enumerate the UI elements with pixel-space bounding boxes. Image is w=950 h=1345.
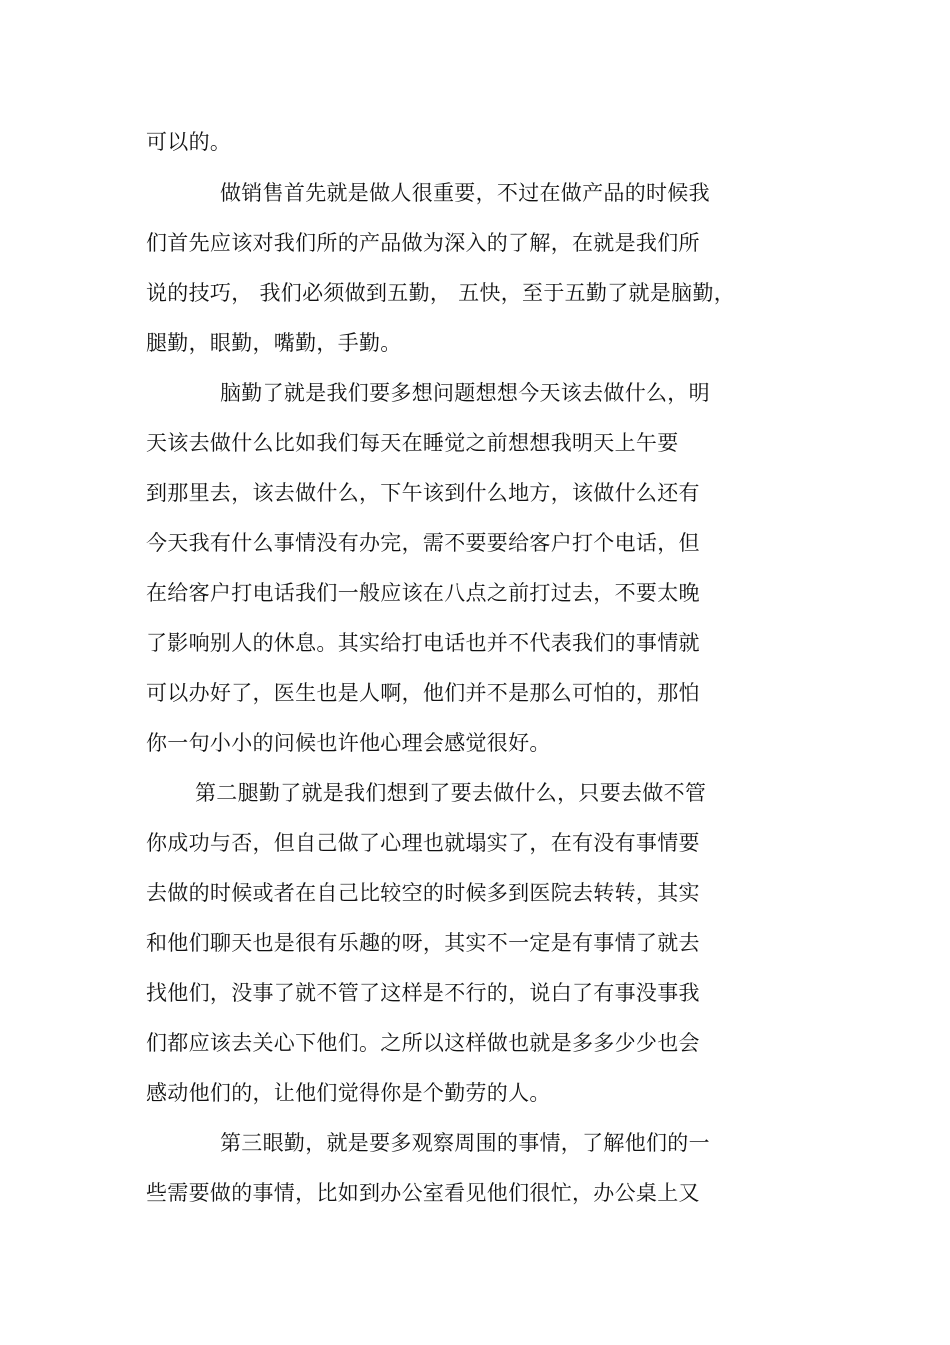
text-line-19: 们都应该去关心下他们。之所以这样做也就是多多少少也会 — [146, 1031, 700, 1055]
text-line-7: 天该去做什么比如我们每天在睡觉之前想想我明天上午要 — [146, 431, 679, 455]
text-line-4: 说的技巧， 我们必须做到五勤， 五快，至于五勤了就是脑勤， — [146, 281, 736, 305]
text-line-22: 些需要做的事情，比如到办公室看见他们很忙，办公桌上又 — [146, 1181, 700, 1205]
text-line-20: 感动他们的，让他们觉得你是个勤劳的人。 — [146, 1081, 551, 1105]
text-line-15: 你成功与否，但自己做了心理也就塌实了，在有没有事情要 — [146, 831, 700, 855]
text-line-9: 今天我有什么事情没有办完，需不要要给客户打个电话，但 — [146, 531, 700, 555]
text-line-16: 去做的时候或者在自己比较空的时候多到医院去转转，其实 — [146, 881, 700, 905]
text-line-17: 和他们聊天也是很有乐趣的呀，其实不一定是有事情了就去 — [146, 931, 700, 955]
text-line-8: 到那里去，该去做什么，下午该到什么地方，该做什么还有 — [146, 481, 700, 505]
text-line-11: 了影响别人的休息。其实给打电话也并不代表我们的事情就 — [146, 631, 700, 655]
text-line-6: 脑勤了就是我们要多想问题想想今天该去做什么，明 — [220, 381, 710, 405]
text-line-18: 找他们，没事了就不管了这样是不行的，说白了有事没事我 — [146, 981, 700, 1005]
text-line-1: 可以的。 — [146, 130, 232, 154]
text-line-12: 可以办好了，医生也是人啊，他们并不是那么可怕的，那怕 — [146, 681, 700, 705]
text-line-2: 做销售首先就是做人很重要，不过在做产品的时候我 — [220, 181, 710, 205]
text-line-13: 你一句小小的问候也许他心理会感觉很好。 — [146, 731, 551, 755]
text-line-10: 在给客户打电话我们一般应该在八点之前打过去，不要太晚 — [146, 581, 700, 605]
text-line-21: 第三眼勤，就是要多观察周围的事情，了解他们的一 — [220, 1131, 710, 1155]
text-line-3: 们首先应该对我们所的产品做为深入的了解，在就是我们所 — [146, 231, 700, 255]
text-line-14: 第二腿勤了就是我们想到了要去做什么，只要去做不管 — [195, 781, 707, 805]
text-line-5: 腿勤，眼勤，嘴勤，手勤。 — [146, 331, 402, 355]
